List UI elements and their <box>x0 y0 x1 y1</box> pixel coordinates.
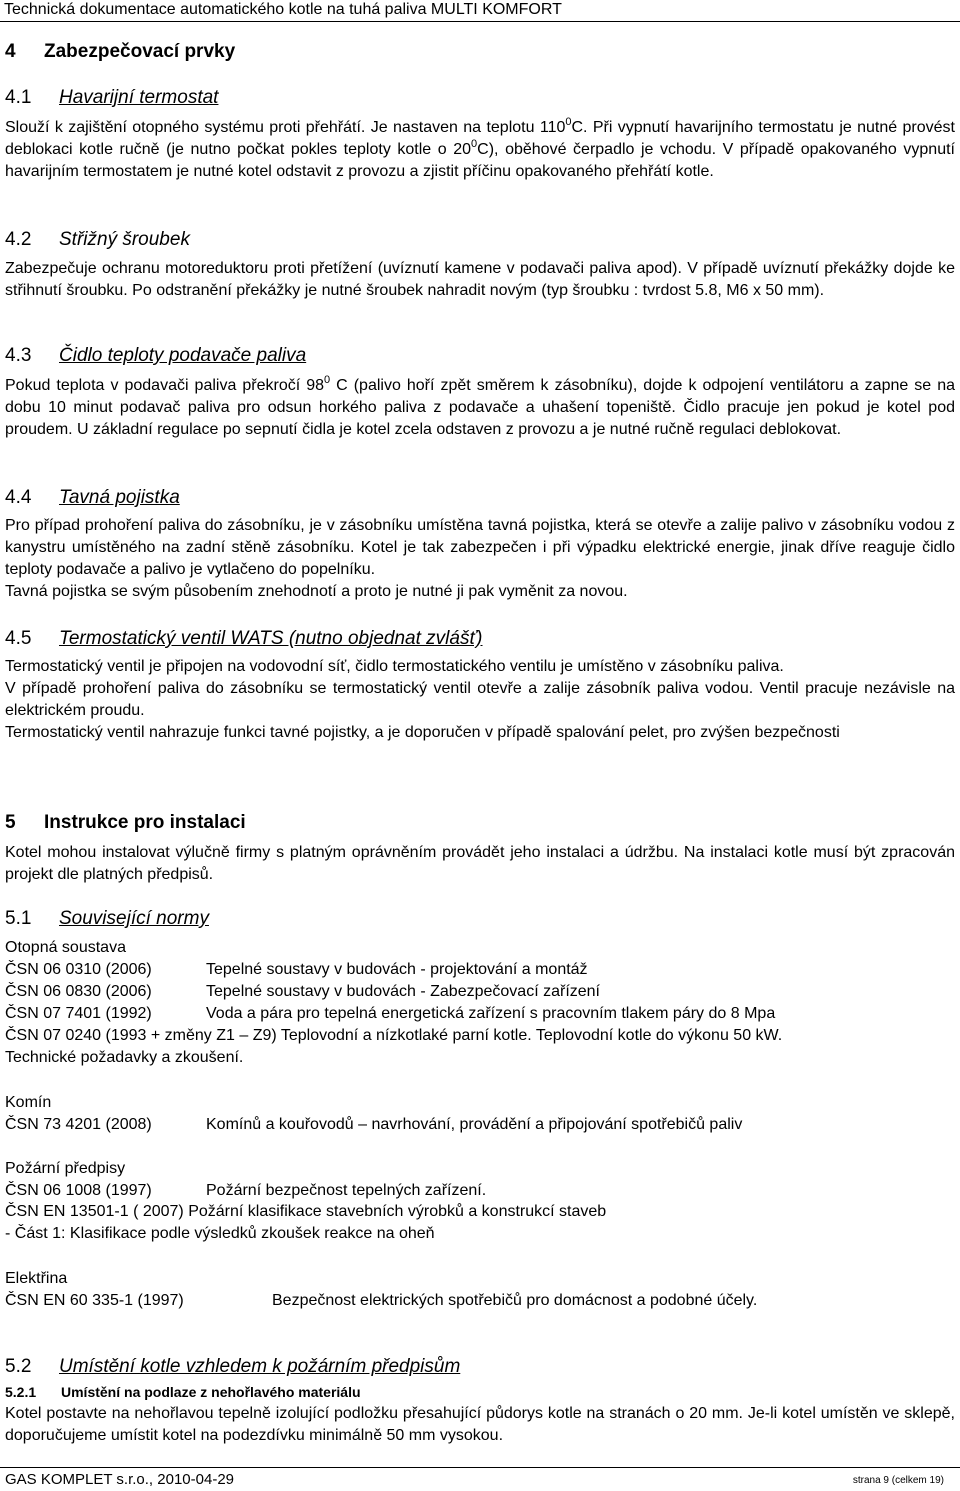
paragraph-4-5-c: Termostatický ventil nahrazuje funkci tavné pojistky, a je doporučen v případě spalování pelet, pro zvýšen bezpečnosti <box>5 724 840 741</box>
norms-group-fire: Požární předpisy <box>5 1160 126 1177</box>
heading-section-5-1 <box>5 908 209 930</box>
section-number: 5.2 <box>5 1356 32 1377</box>
paragraph-4-5-a: Termostatický ventil je připojen na vodovodní síť, čidlo termostatického ventilu je umístěno v zásobníku paliva. <box>5 658 784 675</box>
paragraph-4-4-last: Tavná pojistka se svým působením znehodnotí a proto je nutné ji pak vyměnit za novou. <box>5 583 628 600</box>
section-number: 4.4 <box>5 487 32 508</box>
paragraph-4-1 <box>5 117 955 183</box>
section-title: Tavná pojistka <box>59 487 180 508</box>
paragraph-4-2: Zabezpečuje ochranu motoreduktoru proti přetížení (uvíznutí kamene v podavači paliva apod). V případě uvíznutí překážky dojde ke střihnutí šroubku. Po odstranění překážky je nutné šroubek nahradit novým (typ šroubku : tvrdost 5.8, M6 x 50 mm). <box>5 260 955 299</box>
norm-code: ČSN 07 7401 (1992) <box>5 1005 152 1022</box>
section-number: 5.1 <box>5 908 32 929</box>
section-title: Zabezpečovací prvky <box>44 41 236 62</box>
text-run: Slouží k zajištění otopného systému proti přehřátí. Je nastaven na teplotu 110 <box>5 119 566 136</box>
footer-company-date: GAS KOMPLET s.r.o., 2010-04-29 <box>5 1471 234 1488</box>
running-header: Technická dokumentace automatického kotle na tuhá paliva MULTI KOMFORT <box>4 1 562 18</box>
section-title: Čidlo teploty podavače paliva <box>59 345 307 366</box>
heading-section-5-2 <box>5 1356 460 1378</box>
heading-section-4-1 <box>5 87 218 109</box>
superscript: 0 <box>565 116 572 128</box>
norm-title: Požární bezpečnost tepelných zařízení. <box>206 1182 487 1199</box>
norm-title: Bezpečnost elektrických spotřebičů pro domácnost a podobné účely. <box>272 1292 758 1309</box>
norm-row <box>5 981 600 1003</box>
section-title: Střižný šroubek <box>59 229 190 250</box>
norm-row <box>5 1003 775 1025</box>
text-run: C. Při vypnutí havarijního termostatu je nutné provést deblokaci kotle ručně (je nutno počkat pokles teploty kotle o 20 <box>5 119 956 158</box>
text-run: C), oběhové čerpadlo je vchodu. V případě opakovaného vypnutí havarijním termostatem je nutné kotel odstavit z provozu a zjistit příčinu opakovaného přehřátí kotle. <box>5 141 955 180</box>
section-number: 4.2 <box>5 229 32 250</box>
norms-group-heating: Otopná soustava <box>5 939 126 956</box>
paragraph-4-5-b: V případě prohoření paliva do zásobníku se termostatický ventil otevře a zalije zásobník paliva vodou. Ventil pracuje nezávisle na elektrickém proudu. <box>5 680 955 719</box>
paragraph-4-3 <box>5 375 955 441</box>
section-number: 4 <box>5 41 16 62</box>
norm-code: ČSN 06 1008 (1997) <box>5 1182 152 1199</box>
norm-row-continuation: Technické požadavky a zkoušení. <box>5 1049 244 1066</box>
section-number: 5.2.1 <box>5 1384 37 1400</box>
superscript: 0 <box>324 374 331 386</box>
norm-row <box>5 959 588 981</box>
norm-code: ČSN 73 4201 (2008) <box>5 1116 152 1133</box>
norm-code: ČSN EN 60 335-1 (1997) <box>5 1292 184 1309</box>
norm-code: ČSN 06 0310 (2006) <box>5 961 152 978</box>
section-title: Umístění na podlaze z nehořlavého materiálu <box>61 1384 361 1400</box>
paragraph-5: Kotel mohou instalovat výlučně firmy s platným oprávněním provádět jeho instalaci a údržbu. Na instalaci kotle musí být zpracován projekt dle platných předpisů. <box>5 844 955 883</box>
heading-section-4 <box>5 41 235 63</box>
norm-title: Tepelné soustavy v budovách - Zabezpečovací zařízení <box>206 983 600 1000</box>
section-title: Instrukce pro instalaci <box>44 812 246 833</box>
section-number: 4.3 <box>5 345 32 366</box>
heading-section-4-4 <box>5 487 180 509</box>
text-run: C (palivo hoří zpět směrem k zásobníku), dojde k odpojení ventilátoru a zapne se na dobu 10 minut podavač paliva pro odsun horkého paliva z podavače a uhašení topeniště. Čidlo pracuje jen pokud je kotel pod proudem. U základní regulace po sepnutí čidla je kotel zcela odstaven z provozu a je nutné ručně regulaci deblokovat. <box>5 377 956 438</box>
section-title: Termostatický ventil WATS (nutno objednat zvlášť) <box>59 628 483 649</box>
norm-row <box>5 1114 742 1136</box>
norm-row-continuation: - Část 1: Klasifikace podle výsledků zkoušek reakce na oheň <box>5 1225 435 1242</box>
header-rule <box>0 21 960 22</box>
norm-title: Tepelné soustavy v budovách - projektování a montáž <box>206 961 588 978</box>
norms-group-electric: Elektřina <box>5 1270 68 1287</box>
heading-section-5 <box>5 812 246 834</box>
paragraph-4-4: Pro případ prohoření paliva do zásobníku, je v zásobníku umístěna tavná pojistka, která se otevře a zalije palivo v zásobníku vodou z kanystru umístěného na zadní stěně zásobníku. Kotel je tak zabezpečen i při výpadku elektrické energie, jinak dříve reaguje čidlo teploty podavače a palivo je vytlačeno do popelníku. <box>5 517 955 578</box>
norm-row <box>5 1180 486 1202</box>
norm-row: ČSN EN 13501-1 ( 2007) Požární klasifikace stavebních výrobků a konstrukcí staveb <box>5 1203 607 1220</box>
footer-rule <box>0 1467 960 1468</box>
section-title: Související normy <box>59 908 209 929</box>
heading-section-4-5 <box>5 628 483 650</box>
norm-row: ČSN 07 0240 (1993 + změny Z1 – Z9) Teplovodní a nízkotlaké parní kotle. Teplovodní kotle do výkonu 50 kW. <box>5 1027 783 1044</box>
norm-row <box>5 1290 757 1312</box>
norms-group-chimney: Komín <box>5 1094 52 1111</box>
section-title: Havarijní termostat <box>59 87 219 108</box>
section-title: Umístění kotle vzhledem k požárním předpisům <box>59 1356 461 1377</box>
norm-title: Voda a pára pro tepelná energetická zařízení s pracovním tlakem páry do 8 Mpa <box>206 1005 776 1022</box>
section-number: 4.1 <box>5 87 32 108</box>
paragraph-5-2-1: Kotel postavte na nehořlavou tepelně izolující podložku přesahující půdorys kotle na stranách o 20 mm. Je-li kotel umístěn ve sklepě, doporučujeme umístit kotel na podezdívku minimálně 50 mm vysokou. <box>5 1405 955 1444</box>
norm-code: ČSN 06 0830 (2006) <box>5 983 152 1000</box>
text-run: Pokud teplota v podavači paliva překročí 98 <box>5 377 324 394</box>
heading-section-4-3 <box>5 345 306 367</box>
section-number: 4.5 <box>5 628 32 649</box>
heading-section-4-2 <box>5 229 190 251</box>
heading-section-5-2-1 <box>5 1384 361 1401</box>
footer-page-number: strana 9 (celkem 19) <box>852 1475 944 1486</box>
superscript: 0 <box>471 138 478 150</box>
section-number: 5 <box>5 812 16 833</box>
norm-title: Komínů a kouřovodů – navrhování, provádění a připojování spotřebičů paliv <box>206 1116 743 1133</box>
